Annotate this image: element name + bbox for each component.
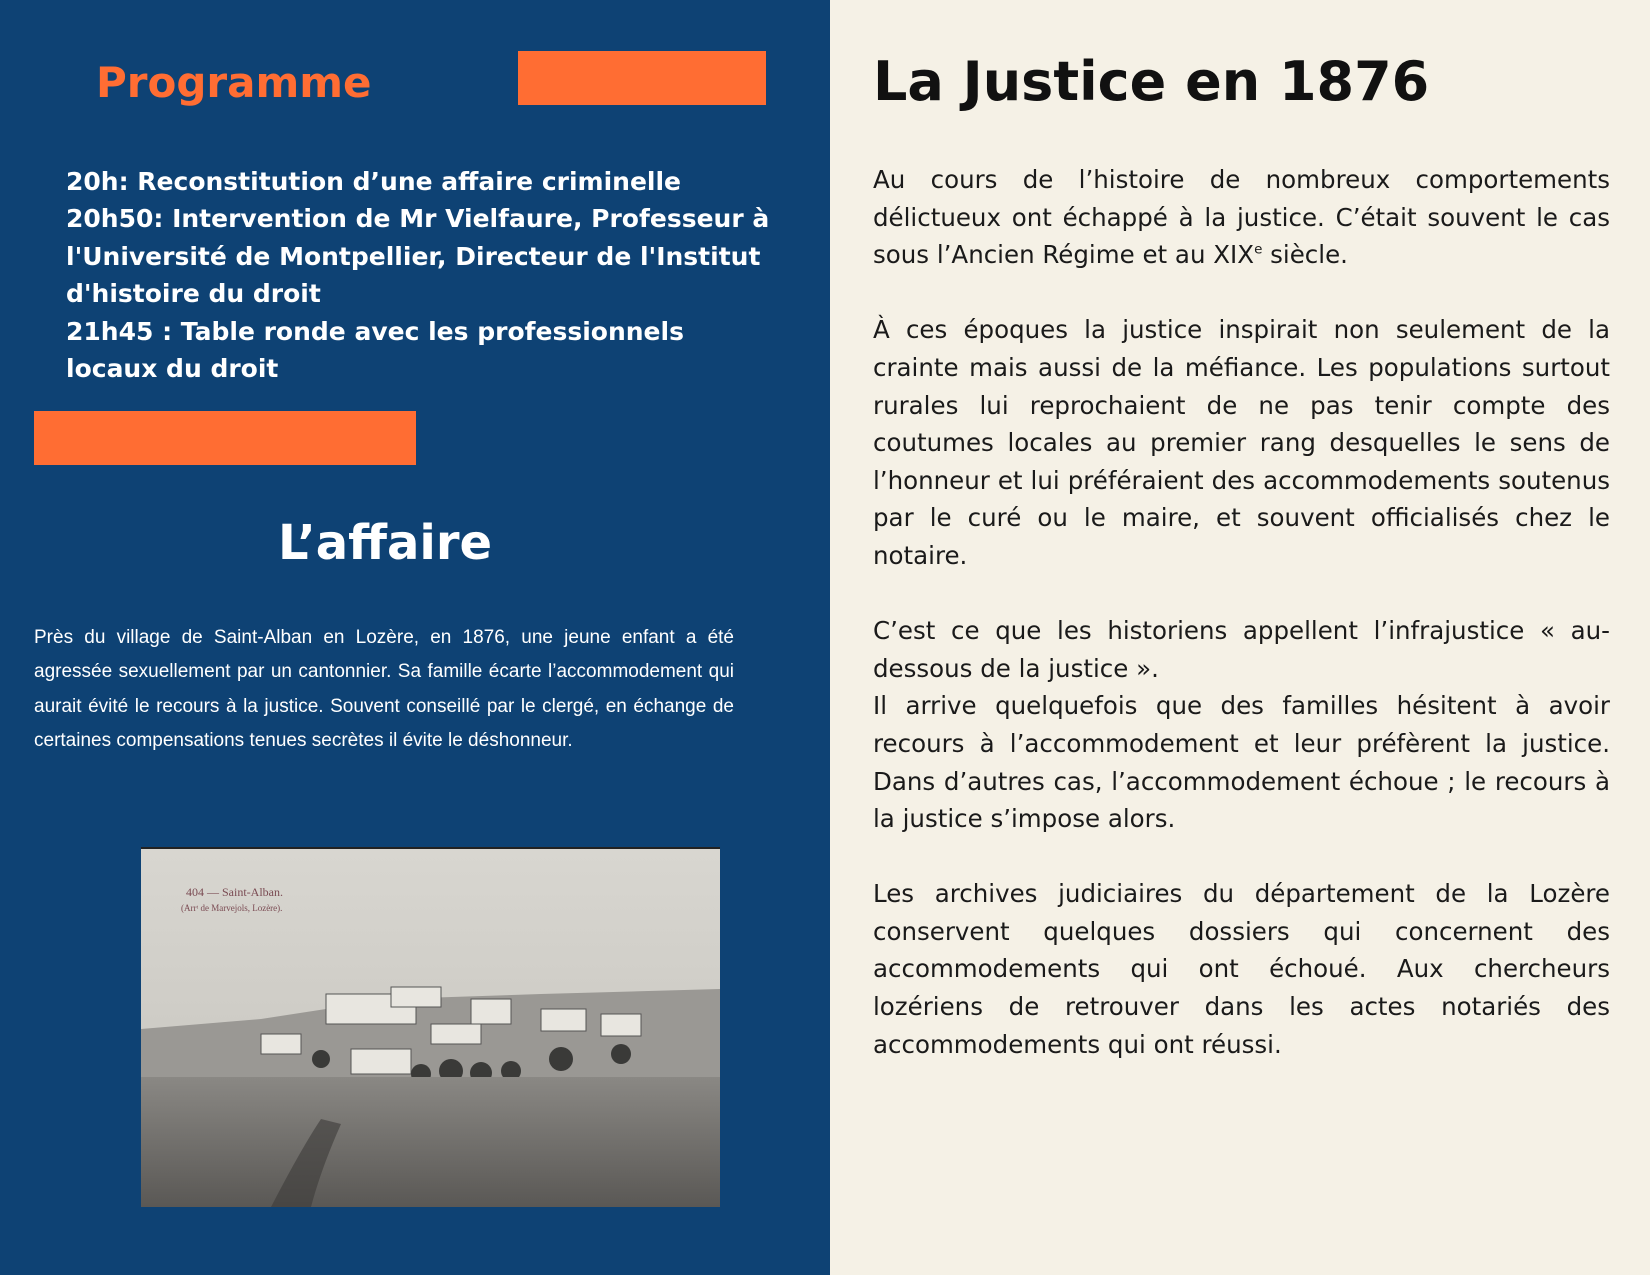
paragraph-4: Il arrive quelquefois que des familles hésitent à avoir recours à l’accommodement et leur préfèrent la justice. Dans d’autres cas, l’accommodement échoue ; le recours à la justice s’impose alors. — [873, 691, 1610, 834]
schedule-item: 21h45 : Table ronde avec les professionnels locaux du droit — [66, 316, 684, 384]
orange-bar-middle — [34, 411, 416, 465]
paragraph-5: Les archives judiciaires du département de la Lozère conservent quelques dossiers qui concernent des accommodements qui ont échoué. Aux chercheurs lozériens de retrouver dans les actes notariés des accommodements qui ont réussi. — [873, 879, 1610, 1059]
affaire-text: Près du village de Saint-Alban en Lozère, en 1876, une jeune enfant a été agressée sexuellement par un cantonnier. Sa famille écarte l’accommodement qui aurait évité le recours à la justice. Souvent conseillé par le clergé, en échange de certaines compensations tenues secrètes il évite le déshonneur. — [34, 627, 734, 751]
schedule-item: 20h50: Intervention de Mr Vielfaure, Professeur à l'Université de Montpellier, Directeur de l'Institut d'histoire du droit — [66, 204, 770, 309]
photo-caption-line1: 404 — Saint-Alban. — [186, 885, 283, 899]
saint-alban-postcard-photo — [141, 847, 720, 1207]
paragraph-2: À ces époques la justice inspirait non seulement de la crainte mais aussi de la méfiance. Les populations surtout rurales lui reprochaient de ne pas tenir compte des coutumes locales au premier rang desquelles le sens de l’honneur et lui préféraient des accommodements soutenus par le curé ou le maire, et souvent officialisés chez le notaire. — [873, 315, 1610, 570]
paragraph-1 — [873, 161, 1610, 274]
programme-schedule — [66, 163, 776, 387]
photo-caption-line2: (Arrᵗ de Marvejols, Lozère). — [181, 903, 283, 913]
p1-superscript: e — [1254, 241, 1263, 258]
programme-title: Programme — [96, 58, 372, 107]
justice-title: La Justice en 1876 — [873, 50, 1430, 113]
orange-bar-top — [518, 51, 766, 105]
paragraph-3: C’est ce que les historiens appellent l’infrajustice « au-dessous de la justice ». — [873, 616, 1610, 683]
affaire-title: L’affaire — [277, 515, 493, 571]
schedule-item: 20h: Reconstitution d’une affaire criminelle — [66, 167, 682, 196]
p1-text: Au cours de l’histoire de nombreux comportements délictueux ont échappé à la justice. C’était souvent le cas sous l’Ancien Régime et au XIX — [873, 165, 1610, 270]
p1-text-end: siècle. — [1262, 240, 1348, 270]
justice-body — [873, 161, 1610, 1101]
